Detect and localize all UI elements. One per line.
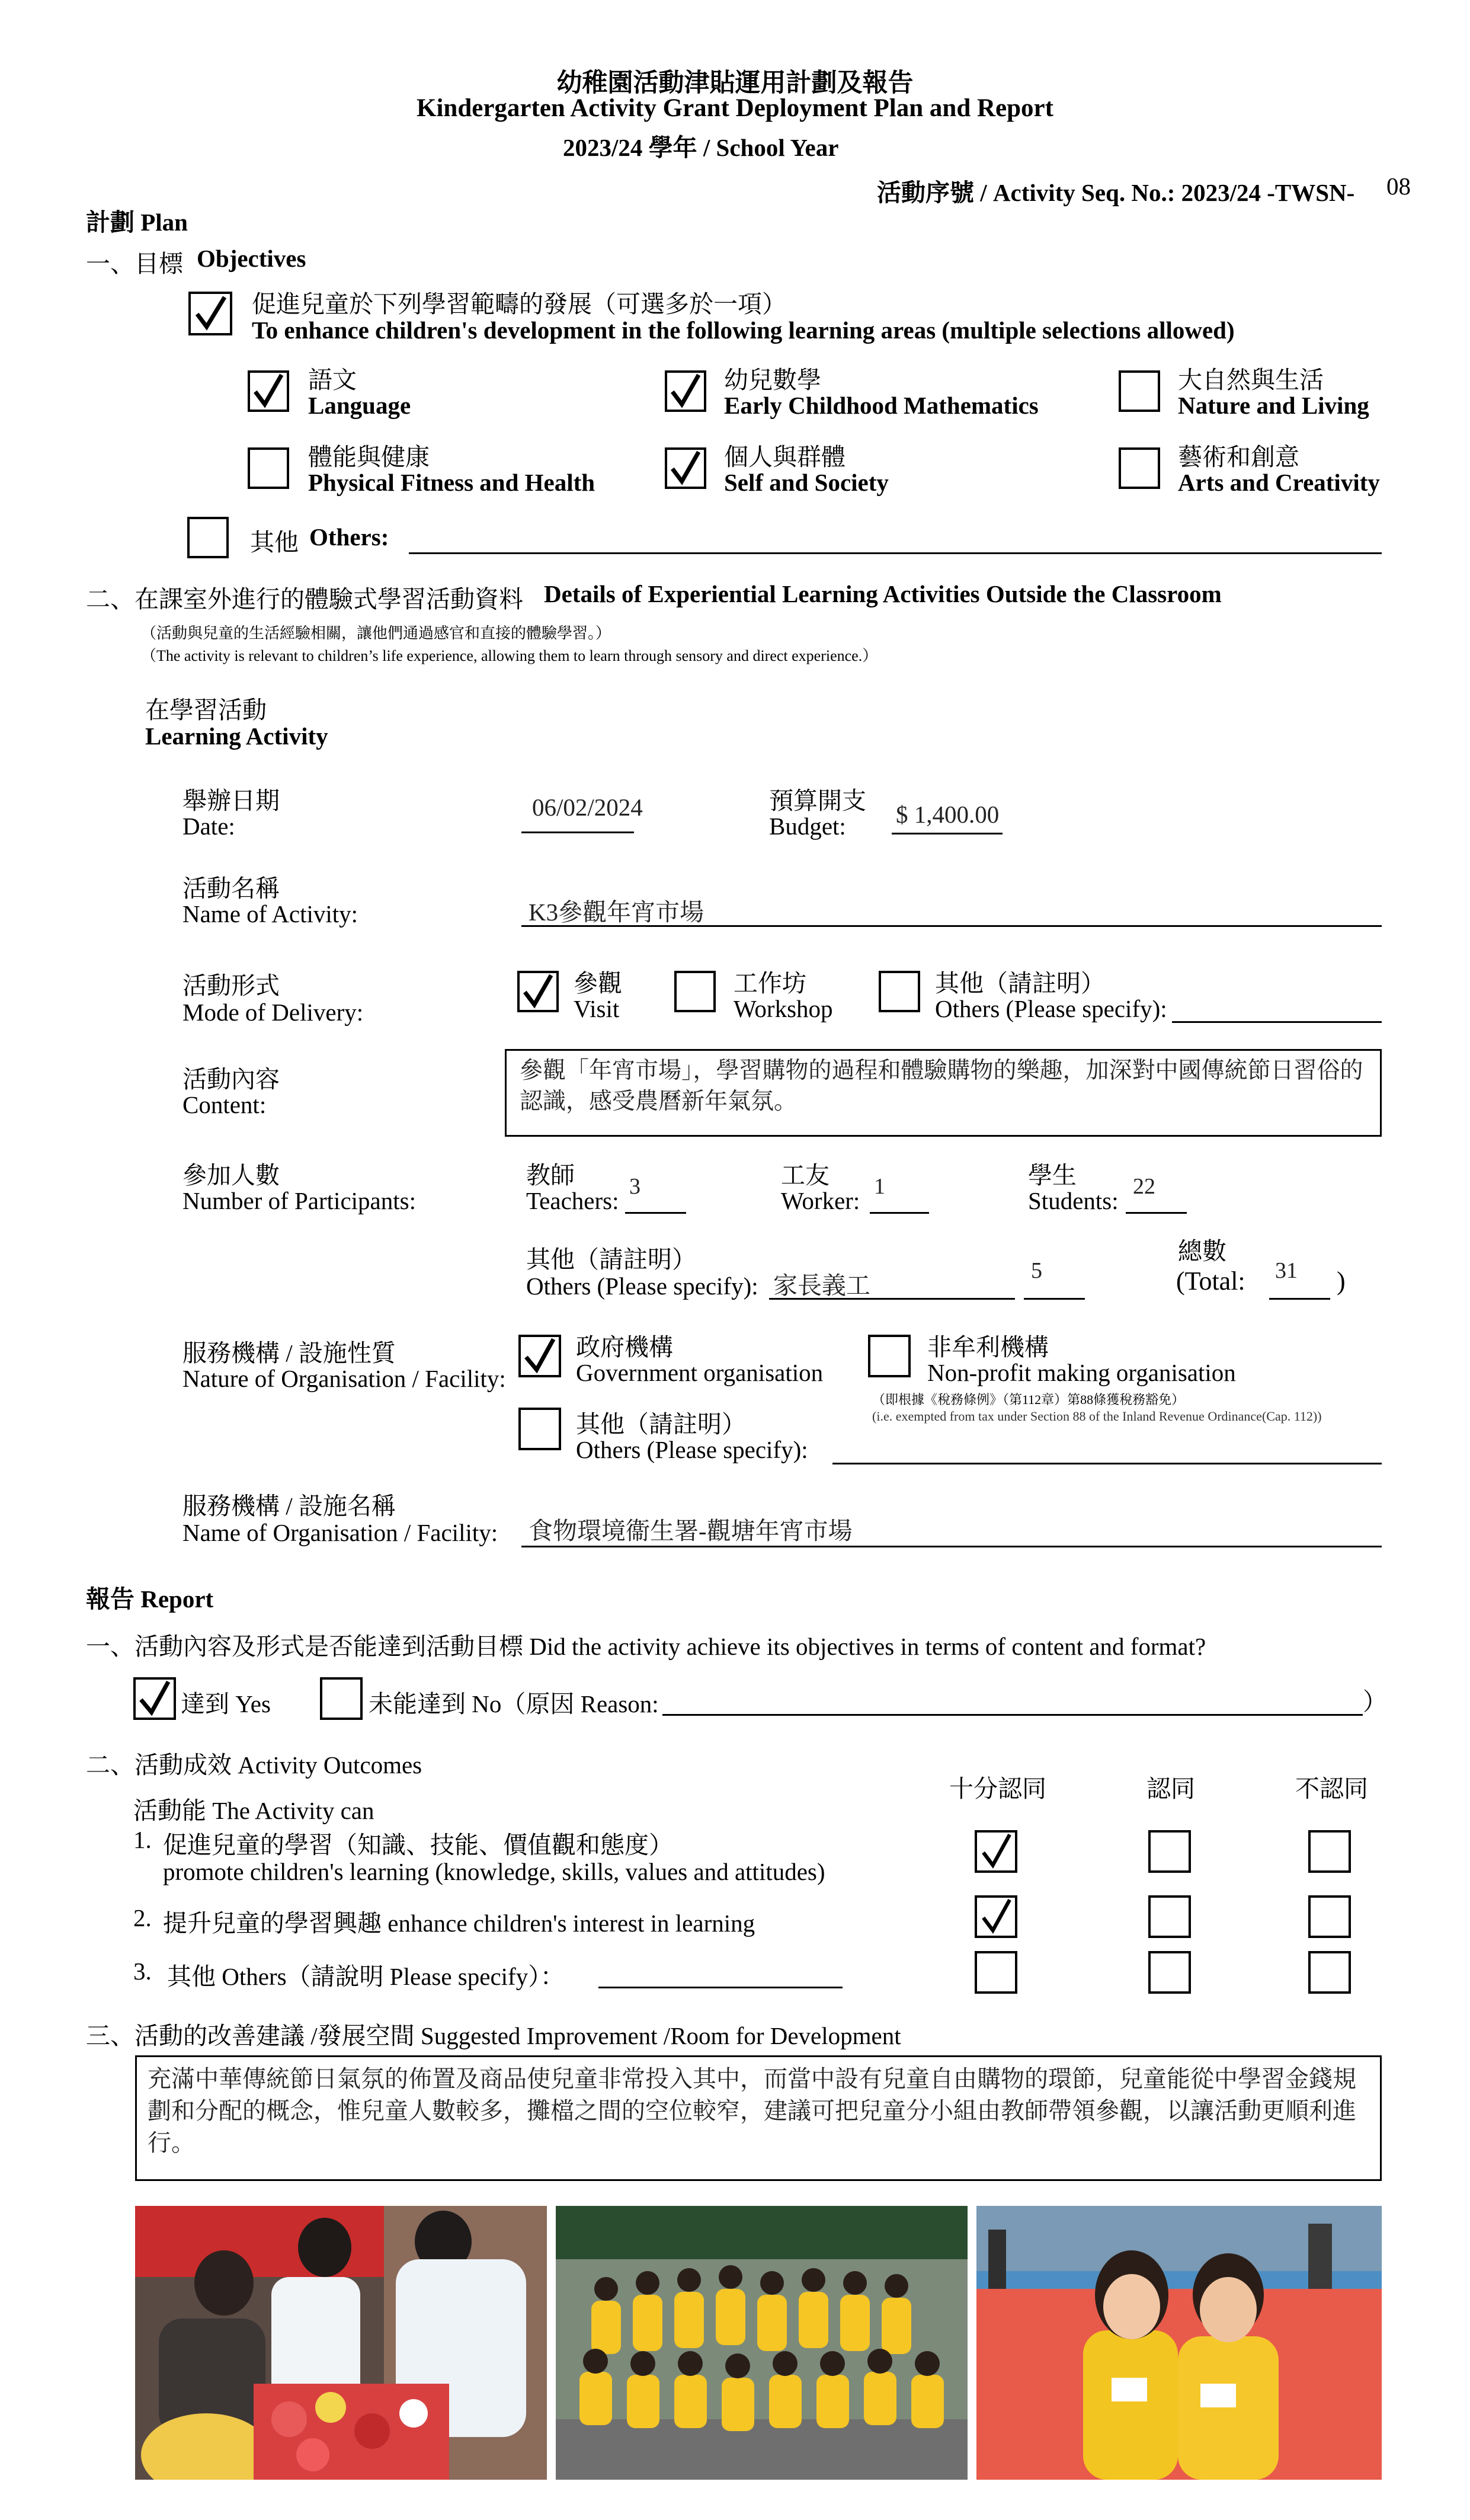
budget-label-zh: 預算開支 xyxy=(769,787,866,814)
details-heading-en: Details of Experiential Learning Activities Outside the Classroom xyxy=(544,580,1222,607)
org-government-zh: 政府機構 xyxy=(576,1333,673,1361)
outcome-1-strongly-agree-checkbox[interactable] xyxy=(975,1830,1017,1873)
mode-workshop-zh: 工作坊 xyxy=(734,970,806,997)
outcome-1-en: promote children's learning (knowledge, skills, values and attitudes) xyxy=(163,1858,825,1885)
worker-label-en: Worker: xyxy=(781,1187,860,1214)
total-label-en: (Total: xyxy=(1176,1267,1245,1296)
area-society-checkbox[interactable] xyxy=(665,447,706,489)
mode-visit-zh: 參觀 xyxy=(574,970,622,997)
mode-visit-en: Visit xyxy=(574,995,620,1022)
outcome-3-disagree-checkbox[interactable] xyxy=(1308,1951,1351,1994)
mode-label-en: Mode of Delivery: xyxy=(182,999,364,1026)
outcome-2-strongly-agree-checkbox[interactable] xyxy=(975,1895,1017,1938)
title-zh: 幼稚園活動津貼運用計劃及報告 xyxy=(556,69,914,97)
activity-can-label: 活動能 The Activity can xyxy=(133,1797,374,1824)
students-label-zh: 學生 xyxy=(1028,1162,1077,1189)
mode-others-zh: 其他（請註明） xyxy=(935,970,1105,997)
outcome-3-line[interactable] xyxy=(598,1987,843,1988)
budget-underline xyxy=(892,833,1003,834)
plan-heading: 計劃 Plan xyxy=(86,209,188,236)
objective-others-en: Others: xyxy=(309,523,389,551)
org-nonprofit-note-zh: （即根據《稅務條例》（第112章）第88條獲稅務豁免） xyxy=(872,1392,1185,1407)
title-en: Kindergarten Activity Grant Deployment Plan and Report xyxy=(417,94,1053,122)
objectives-heading-zh: 一、目標 xyxy=(86,250,183,277)
participants-label-en: Number of Participants: xyxy=(182,1187,416,1214)
org-others-en: Others (Please specify): xyxy=(576,1436,808,1463)
outcome-3-agree-checkbox[interactable] xyxy=(1148,1951,1191,1994)
outcome-1-zh: 促進兒童的學習（知識、技能、價值觀和態度） xyxy=(163,1831,673,1859)
org-name-underline xyxy=(521,1546,1382,1547)
outcome-1-num: 1. xyxy=(133,1826,152,1853)
area-language-zh: 語文 xyxy=(308,366,357,394)
objective-others-line[interactable] xyxy=(409,552,1382,554)
students-label-en: Students: xyxy=(1028,1187,1119,1214)
area-fitness-zh: 體能與健康 xyxy=(308,443,430,471)
participants-others-text[interactable]: 家長義工 xyxy=(773,1272,870,1299)
date-underline xyxy=(521,832,634,833)
photo-two-children xyxy=(976,2206,1382,2480)
participants-others-en: Others (Please specify): xyxy=(526,1272,758,1300)
worker-value[interactable]: 1 xyxy=(874,1174,885,1199)
photo-group-children xyxy=(556,2206,968,2480)
objectives-heading-en: Objectives xyxy=(197,245,306,272)
achieve-no-label: 未能達到 No（原因 Reason: xyxy=(369,1690,659,1718)
org-nonprofit-zh: 非牟利機構 xyxy=(927,1333,1049,1361)
improve-box[interactable] xyxy=(135,2055,1382,2181)
mode-workshop-checkbox[interactable] xyxy=(674,971,716,1012)
outcomes-heading: 二、活動成效 Activity Outcomes xyxy=(86,1751,422,1779)
scale-agree: 認同 xyxy=(1146,1775,1195,1802)
achieve-yes-checkbox[interactable] xyxy=(133,1677,176,1720)
objective-main-checkbox[interactable] xyxy=(188,292,232,335)
area-arts-en: Arts and Creativity xyxy=(1178,469,1380,496)
objective-main-zh: 促進兒童於下列學習範疇的發展（可選多於一項） xyxy=(252,290,786,318)
photo-market-stall xyxy=(135,2206,547,2480)
school-year: 2023/24 學年 / School Year xyxy=(563,134,839,161)
activity-seq-no: 08 xyxy=(1386,172,1411,200)
achieve-no-checkbox[interactable] xyxy=(320,1677,363,1720)
outcome-1-disagree-checkbox[interactable] xyxy=(1308,1830,1351,1873)
area-language-checkbox[interactable] xyxy=(248,370,289,412)
scale-disagree: 不認同 xyxy=(1295,1775,1368,1802)
report-heading: 報告 Report xyxy=(86,1585,214,1613)
area-fitness-en: Physical Fitness and Health xyxy=(308,469,595,496)
area-language-en: Language xyxy=(308,392,411,419)
area-fitness-checkbox[interactable] xyxy=(248,447,289,489)
details-heading-zh: 二、在課室外進行的體驗式學習活動資料 xyxy=(86,586,523,613)
students-underline xyxy=(1126,1212,1187,1214)
area-society-en: Self and Society xyxy=(724,469,889,496)
improve-heading: 三、活動的改善建議 /發展空間 Suggested Improvement /Room for Development xyxy=(86,2022,901,2049)
budget-label-en: Budget: xyxy=(769,813,846,840)
budget-value[interactable]: $ 1,400.00 xyxy=(896,801,1000,828)
objective-others-checkbox[interactable] xyxy=(187,517,229,558)
org-government-checkbox[interactable] xyxy=(518,1335,561,1377)
outcome-3-strongly-agree-checkbox[interactable] xyxy=(975,1951,1017,1994)
date-label-zh: 舉辦日期 xyxy=(182,787,280,814)
date-value[interactable]: 06/02/2024 xyxy=(532,794,643,821)
org-others-checkbox[interactable] xyxy=(518,1408,561,1450)
outcome-2-num: 2. xyxy=(133,1904,152,1931)
teachers-label-zh: 教師 xyxy=(526,1162,575,1189)
content-label-zh: 活動內容 xyxy=(182,1066,280,1093)
org-government-en: Government organisation xyxy=(576,1359,824,1386)
org-others-line[interactable] xyxy=(832,1463,1382,1464)
area-arts-checkbox[interactable] xyxy=(1119,447,1160,489)
objective-main-en: To enhance children's development in the following learning areas (multiple selections allowed) xyxy=(252,316,1235,344)
teachers-label-en: Teachers: xyxy=(526,1187,619,1214)
participants-others-count-underline xyxy=(1024,1298,1085,1300)
area-math-zh: 幼兒數學 xyxy=(724,366,821,394)
area-math-en: Early Childhood Mathematics xyxy=(724,392,1039,419)
area-society-zh: 個人與群體 xyxy=(724,443,846,471)
org-nature-label-zh: 服務機構 / 設施性質 xyxy=(182,1339,396,1367)
mode-visit-checkbox[interactable] xyxy=(517,971,559,1012)
learning-activity-en: Learning Activity xyxy=(145,722,328,750)
area-arts-zh: 藝術和創意 xyxy=(1178,443,1299,471)
org-nonprofit-note-en: (i.e. exempted from tax under Section 88 of the Inland Revenue Ordinance(Cap. 112)) xyxy=(872,1409,1322,1424)
learning-activity-zh: 在學習活動 xyxy=(145,696,267,724)
outcome-2-zh: 提升兒童的學習興趣 enhance children's interest in learning xyxy=(163,1910,755,1937)
students-value[interactable]: 22 xyxy=(1133,1174,1155,1199)
outcome-3-num: 3. xyxy=(133,1958,152,1985)
activity-name-label-en: Name of Activity: xyxy=(182,900,358,928)
content-text: 參觀「年宵市場」，學習購物的過程和體驗購物的樂趣，加深對中國傳統節日習俗的認識，感受農曆新年氣氛。 xyxy=(520,1058,1363,1114)
scale-strongly-agree: 十分認同 xyxy=(949,1775,1046,1802)
content-label-en: Content: xyxy=(182,1091,267,1118)
outcome-1-agree-checkbox[interactable] xyxy=(1148,1830,1191,1873)
participants-others-zh: 其他（請註明） xyxy=(526,1246,696,1273)
activity-seq-label: 活動序號 / Activity Seq. No.: 2023/24 -TWSN- xyxy=(877,179,1355,206)
participants-others-underline xyxy=(769,1298,1015,1300)
org-nonprofit-en: Non-profit making organisation xyxy=(927,1359,1236,1386)
date-label-en: Date: xyxy=(182,813,235,840)
achieve-no-close: ） xyxy=(1363,1688,1387,1715)
outcome-3-zh: 其他 Others（請說明 Please specify）： xyxy=(167,1963,565,1990)
area-math-checkbox[interactable] xyxy=(665,370,706,412)
objective-others-zh: 其他 xyxy=(250,529,299,556)
mode-others-checkbox[interactable] xyxy=(879,971,920,1012)
area-nature-checkbox[interactable] xyxy=(1119,370,1160,412)
achieve-yes-label: 達到 Yes xyxy=(181,1690,271,1718)
report-q1: 一、活動內容及形式是否能達到活動目標 Did the activity achieve its objectives in terms of content and format? xyxy=(86,1633,1206,1660)
org-nature-label-en: Nature of Organisation / Facility: xyxy=(182,1365,506,1392)
achieve-no-reason-line[interactable] xyxy=(662,1714,1363,1716)
org-name-label-en: Name of Organisation / Facility: xyxy=(182,1519,498,1546)
teachers-underline xyxy=(625,1212,686,1214)
details-note-en: （The activity is relevant to children’s life experience, allowing them to learn through sensory and direct experience.） xyxy=(141,647,878,664)
mode-workshop-en: Workshop xyxy=(734,995,833,1022)
activity-name-value[interactable]: K3參觀年宵市場 xyxy=(529,898,704,926)
worker-underline xyxy=(870,1212,929,1214)
total-underline xyxy=(1269,1298,1330,1300)
improve-text: 充滿中華傳統節日氣氛的佈置及商品使兒童非常投入其中，而當中設有兒童自由購物的環節，兒童能從中學習金錢規劃和分配的概念，惟兒童人數較多，攤檔之間的空位較窄，建議可把兒童分小組由教師帶領參觀，以讓活動更順利進行。 xyxy=(148,2065,1356,2156)
org-nonprofit-checkbox[interactable] xyxy=(868,1335,911,1377)
activity-name-label-zh: 活動名稱 xyxy=(182,875,280,902)
area-nature-zh: 大自然與生活 xyxy=(1178,366,1324,394)
total-value[interactable]: 31 xyxy=(1275,1258,1298,1283)
participants-others-count[interactable]: 5 xyxy=(1031,1258,1042,1283)
details-note-zh: （活動與兒童的生活經驗相關，讓他們通過感官和直接的體驗學習。） xyxy=(141,625,611,642)
mode-label-zh: 活動形式 xyxy=(182,972,280,999)
org-name-value[interactable]: 食物環境衞生署-觀塘年宵市場 xyxy=(529,1517,853,1544)
org-others-zh: 其他（請註明） xyxy=(576,1411,746,1438)
org-name-label-zh: 服務機構 / 設施名稱 xyxy=(182,1492,396,1520)
activity-name-underline xyxy=(521,925,1382,927)
content-box[interactable] xyxy=(505,1049,1382,1137)
outcome-2-agree-checkbox[interactable] xyxy=(1148,1895,1191,1938)
mode-others-line[interactable] xyxy=(1172,1021,1382,1023)
mode-others-en: Others (Please specify): xyxy=(935,995,1167,1022)
area-nature-en: Nature and Living xyxy=(1178,392,1369,419)
teachers-value[interactable]: 3 xyxy=(629,1174,640,1199)
outcome-2-disagree-checkbox[interactable] xyxy=(1308,1895,1351,1938)
total-close: ) xyxy=(1337,1267,1346,1296)
participants-label-zh: 參加人數 xyxy=(182,1162,280,1189)
worker-label-zh: 工友 xyxy=(781,1162,830,1189)
total-label-zh: 總數 xyxy=(1178,1237,1226,1265)
